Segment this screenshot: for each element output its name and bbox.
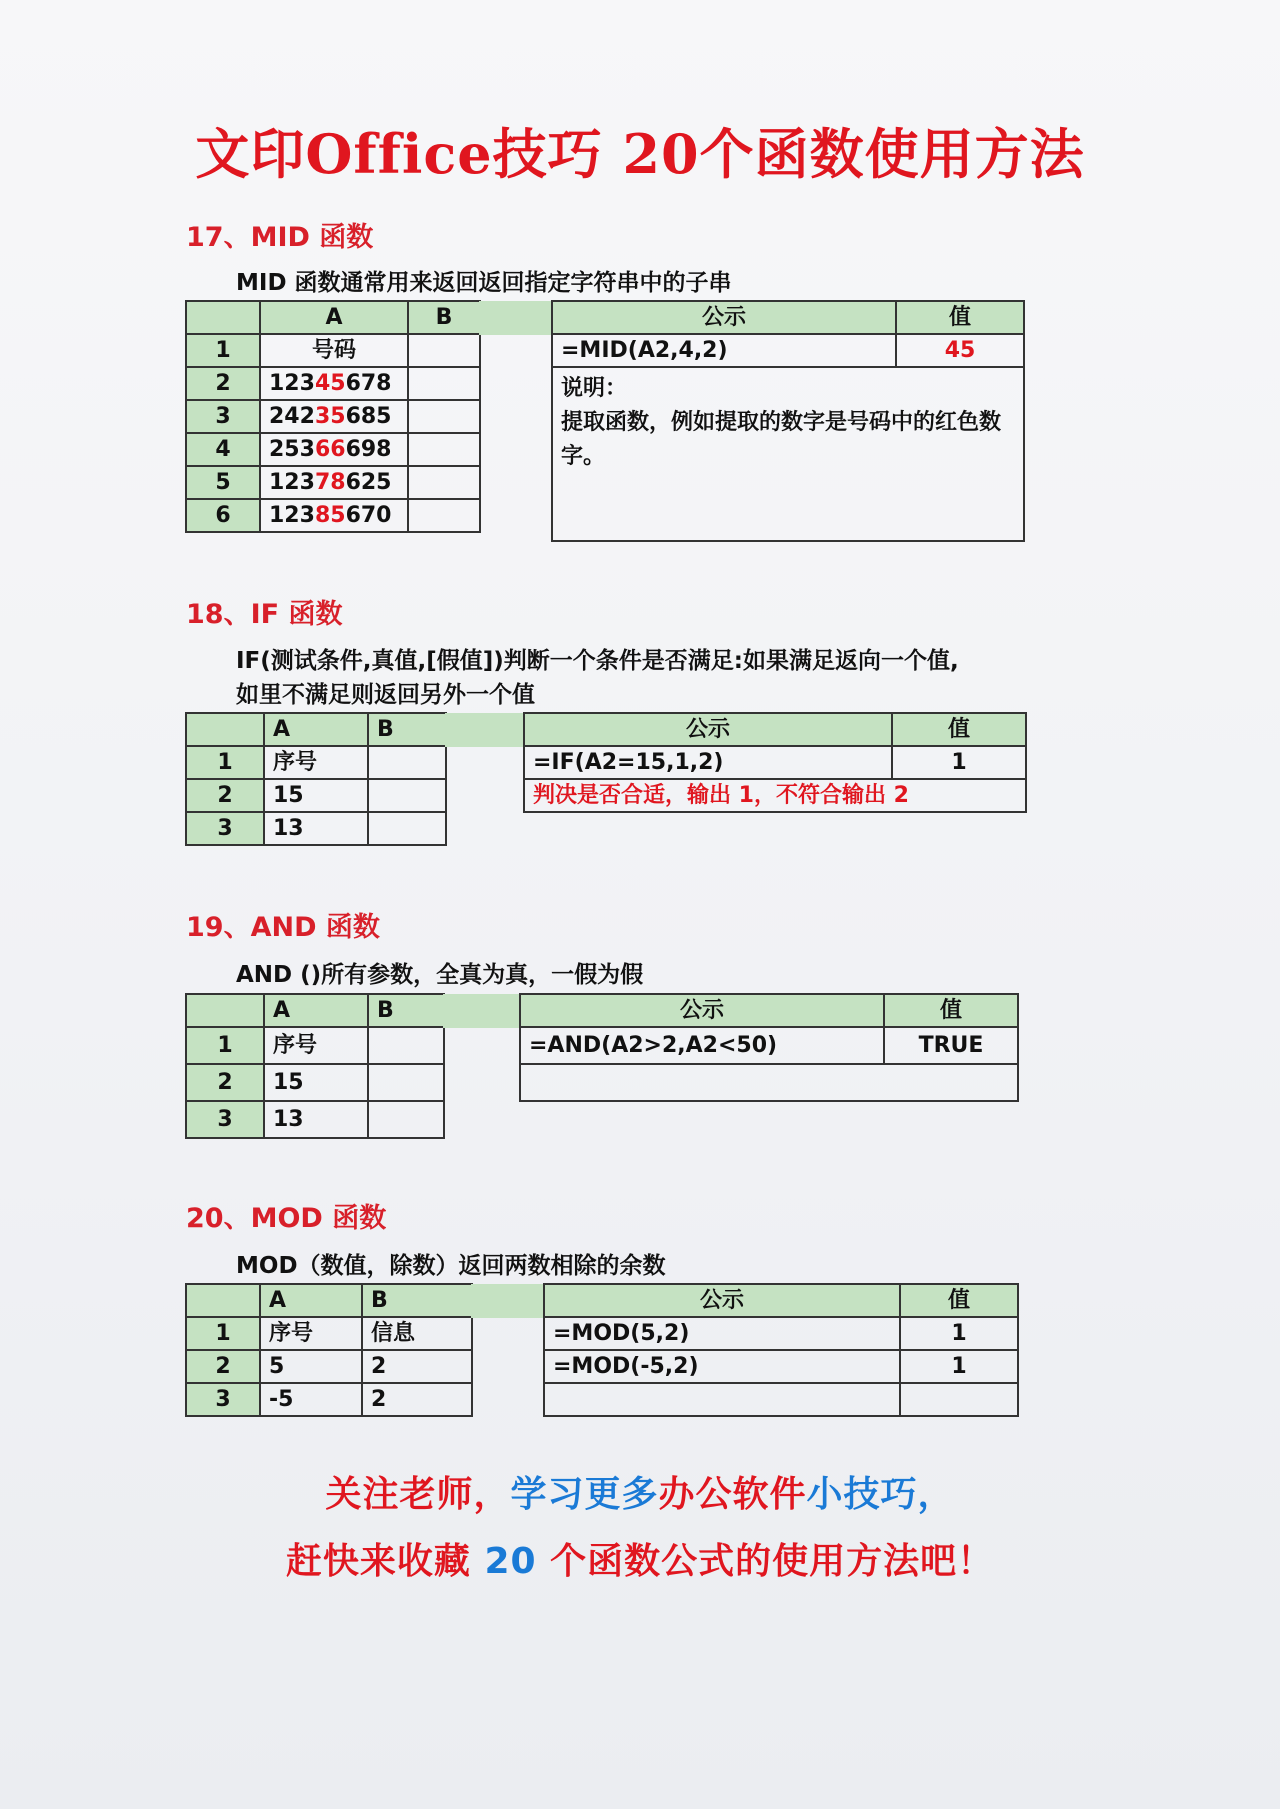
footer-segment: 关注老师， (325, 1474, 511, 1515)
footer-line-1 (0, 1466, 1280, 1517)
formula-header: 公示 (552, 301, 896, 334)
cell-b (408, 334, 480, 367)
footer-segment: 办公软件 (658, 1474, 807, 1515)
sheet-table-and (185, 993, 445, 1139)
footer-segment: 学习更多 (510, 1474, 659, 1515)
empty-cell (520, 1064, 1018, 1101)
row-number: 2 (186, 1064, 264, 1101)
header-fill-bar (471, 1284, 543, 1318)
formula-cell: =MOD(-5,2) (544, 1350, 900, 1383)
header-fill-bar (443, 994, 519, 1028)
digits-suffix: 698 (345, 436, 392, 462)
cell-b (368, 812, 446, 845)
cell-a (260, 400, 408, 433)
table-row (544, 1350, 1018, 1383)
cell-a: 15 (264, 1064, 368, 1101)
col-header-b: B (368, 713, 446, 746)
col-header-b: B (368, 994, 444, 1027)
header-row (186, 713, 446, 746)
section-heading-and: 19、AND 函数 (186, 912, 380, 943)
highlighted-digits: 45 (314, 370, 346, 396)
corner-cell (186, 1284, 260, 1317)
header-row (524, 713, 1026, 746)
value-cell: 1 (892, 746, 1026, 779)
row-number: 4 (186, 433, 260, 466)
row-number: 3 (186, 812, 264, 845)
section-heading-if: 18、IF 函数 (186, 599, 343, 630)
cell-a: 15 (264, 779, 368, 812)
cell-b (368, 1064, 444, 1101)
table-row (186, 746, 446, 779)
table-row (524, 746, 1026, 779)
value-cell (900, 1383, 1018, 1416)
table-row (186, 334, 480, 367)
table-row (186, 1064, 444, 1101)
footer-line-2 (0, 1533, 1280, 1584)
cell-b (368, 1027, 444, 1064)
row-number: 3 (186, 1101, 264, 1138)
highlighted-digits: 66 (314, 436, 346, 462)
col-header-a: A (264, 713, 368, 746)
cell-b: 信息 (362, 1317, 472, 1350)
table-row (186, 433, 480, 466)
cell-a: 5 (260, 1350, 362, 1383)
col-header-b: B (362, 1284, 472, 1317)
header-fill-bar (445, 713, 523, 747)
digits-prefix: 253 (269, 436, 315, 462)
cell-b: 2 (362, 1350, 472, 1383)
formula-cell: =MID(A2,4,2) (552, 334, 896, 367)
value-cell: 1 (900, 1350, 1018, 1383)
header-row (186, 994, 444, 1027)
digits-prefix: 123 (269, 469, 315, 495)
section-desc-mod: MOD（数值，除数）返回两数相除的余数 (236, 1253, 666, 1279)
table-row (186, 1350, 472, 1383)
cell-b: 2 (362, 1383, 472, 1416)
row-number: 1 (186, 746, 264, 779)
cell-b (368, 746, 446, 779)
table-row (186, 1101, 444, 1138)
cell-b (408, 466, 480, 499)
formula-header: 公示 (544, 1284, 900, 1317)
value-header: 值 (892, 713, 1026, 746)
highlighted-digits: 85 (314, 502, 346, 528)
col-header-a: A (260, 301, 408, 334)
row-number: 1 (186, 1027, 264, 1064)
formula-header: 公示 (524, 713, 892, 746)
header-row (552, 301, 1024, 334)
table-row (186, 1027, 444, 1064)
footer-segment: 小技巧， (806, 1474, 955, 1515)
col-header-a: A (260, 1284, 362, 1317)
formula-table-and (519, 993, 1019, 1102)
table-row (520, 1064, 1018, 1101)
row-number: 2 (186, 367, 260, 400)
cell-b (368, 779, 446, 812)
cell-a: 号码 (260, 334, 408, 367)
col-header-a: A (264, 994, 368, 1027)
cell-b (408, 433, 480, 466)
cell-a: -5 (260, 1383, 362, 1416)
corner-cell (186, 713, 264, 746)
footer-segment: 20 (484, 1541, 537, 1582)
header-fill-bar (479, 301, 551, 335)
cell-a (260, 499, 408, 532)
section-desc-and: AND ()所有参数，全真为真，一假为假 (236, 962, 644, 988)
formula-table-mod (543, 1283, 1019, 1417)
section-desc-if-line1: IF(测试条件,真值,[假值])判断一个条件是否满足:如果满足返向一个值, (236, 648, 959, 674)
note-cell: 判决是否合适，输出 1，不符合输出 2 (524, 779, 1026, 812)
cell-a (260, 433, 408, 466)
formula-cell: =AND(A2>2,A2<50) (520, 1027, 884, 1064)
digits-suffix: 625 (345, 469, 392, 495)
table-row (186, 367, 480, 400)
row-number: 5 (186, 466, 260, 499)
table-row (524, 779, 1026, 812)
formula-table-if (523, 712, 1027, 813)
cell-a: 序号 (260, 1317, 362, 1350)
row-number: 2 (186, 779, 264, 812)
formula-cell: =IF(A2=15,1,2) (524, 746, 892, 779)
cell-a: 13 (264, 1101, 368, 1138)
header-row (544, 1284, 1018, 1317)
value-header: 值 (900, 1284, 1018, 1317)
row-number: 3 (186, 1383, 260, 1416)
value-header: 值 (884, 994, 1018, 1027)
table-row (552, 367, 1024, 541)
header-row (186, 1284, 472, 1317)
table-row (552, 334, 1024, 367)
table-row (186, 400, 480, 433)
cell-a: 序号 (264, 746, 368, 779)
section-desc-if-line2: 如里不满足则返回另外一个值 (236, 682, 535, 708)
note-title: 说明： (561, 376, 628, 401)
row-number: 6 (186, 499, 260, 532)
table-row (544, 1383, 1018, 1416)
formula-table-mid (551, 300, 1025, 542)
header-row (186, 301, 480, 334)
cell-a (260, 466, 408, 499)
digits-suffix: 685 (345, 403, 392, 429)
cell-b (368, 1101, 444, 1138)
digits-suffix: 678 (345, 370, 392, 396)
digits-prefix: 242 (269, 403, 315, 429)
cell-a (260, 367, 408, 400)
row-number: 2 (186, 1350, 260, 1383)
section-desc-mid: MID 函数通常用来返回返回指定字符串中的子串 (236, 270, 732, 296)
note-cell (552, 367, 1024, 541)
header-row (520, 994, 1018, 1027)
value-cell: TRUE (884, 1027, 1018, 1064)
highlighted-digits: 78 (314, 469, 346, 495)
footer-segment: 个函数公式的使用方法吧！ (536, 1541, 995, 1582)
cell-a: 13 (264, 812, 368, 845)
row-number: 1 (186, 334, 260, 367)
formula-cell (544, 1383, 900, 1416)
cell-b (408, 367, 480, 400)
table-row (544, 1317, 1018, 1350)
formula-cell: =MOD(5,2) (544, 1317, 900, 1350)
digits-suffix: 670 (345, 502, 392, 528)
section-heading-mid: 17、MID 函数 (186, 222, 374, 253)
highlighted-digits: 35 (314, 403, 346, 429)
row-number: 3 (186, 400, 260, 433)
table-row (186, 1317, 472, 1350)
cell-a: 序号 (264, 1027, 368, 1064)
digits-prefix: 123 (269, 502, 315, 528)
section-heading-mod: 20、MOD 函数 (186, 1203, 387, 1234)
value-cell: 1 (900, 1317, 1018, 1350)
table-row (186, 499, 480, 532)
table-row (186, 466, 480, 499)
formula-header: 公示 (520, 994, 884, 1027)
sheet-table-mod (185, 1283, 473, 1417)
table-row (186, 812, 446, 845)
table-row (186, 779, 446, 812)
sheet-table-mid (185, 300, 481, 533)
corner-cell (186, 301, 260, 334)
value-header: 值 (896, 301, 1024, 334)
footer-segment: 赶快来收藏 (285, 1541, 485, 1582)
row-number: 1 (186, 1317, 260, 1350)
cell-b (408, 400, 480, 433)
corner-cell (186, 994, 264, 1027)
digits-prefix: 123 (269, 370, 315, 396)
cell-b (408, 499, 480, 532)
sheet-table-if (185, 712, 447, 846)
col-header-b: B (408, 301, 480, 334)
value-cell: 45 (896, 334, 1024, 367)
page-title: 文印Office技巧 20个函数使用方法 (195, 122, 1085, 186)
table-row (520, 1027, 1018, 1064)
table-row (186, 1383, 472, 1416)
note-body: 提取函数，例如提取的数字是号码中的红色数字。 (561, 410, 1002, 469)
